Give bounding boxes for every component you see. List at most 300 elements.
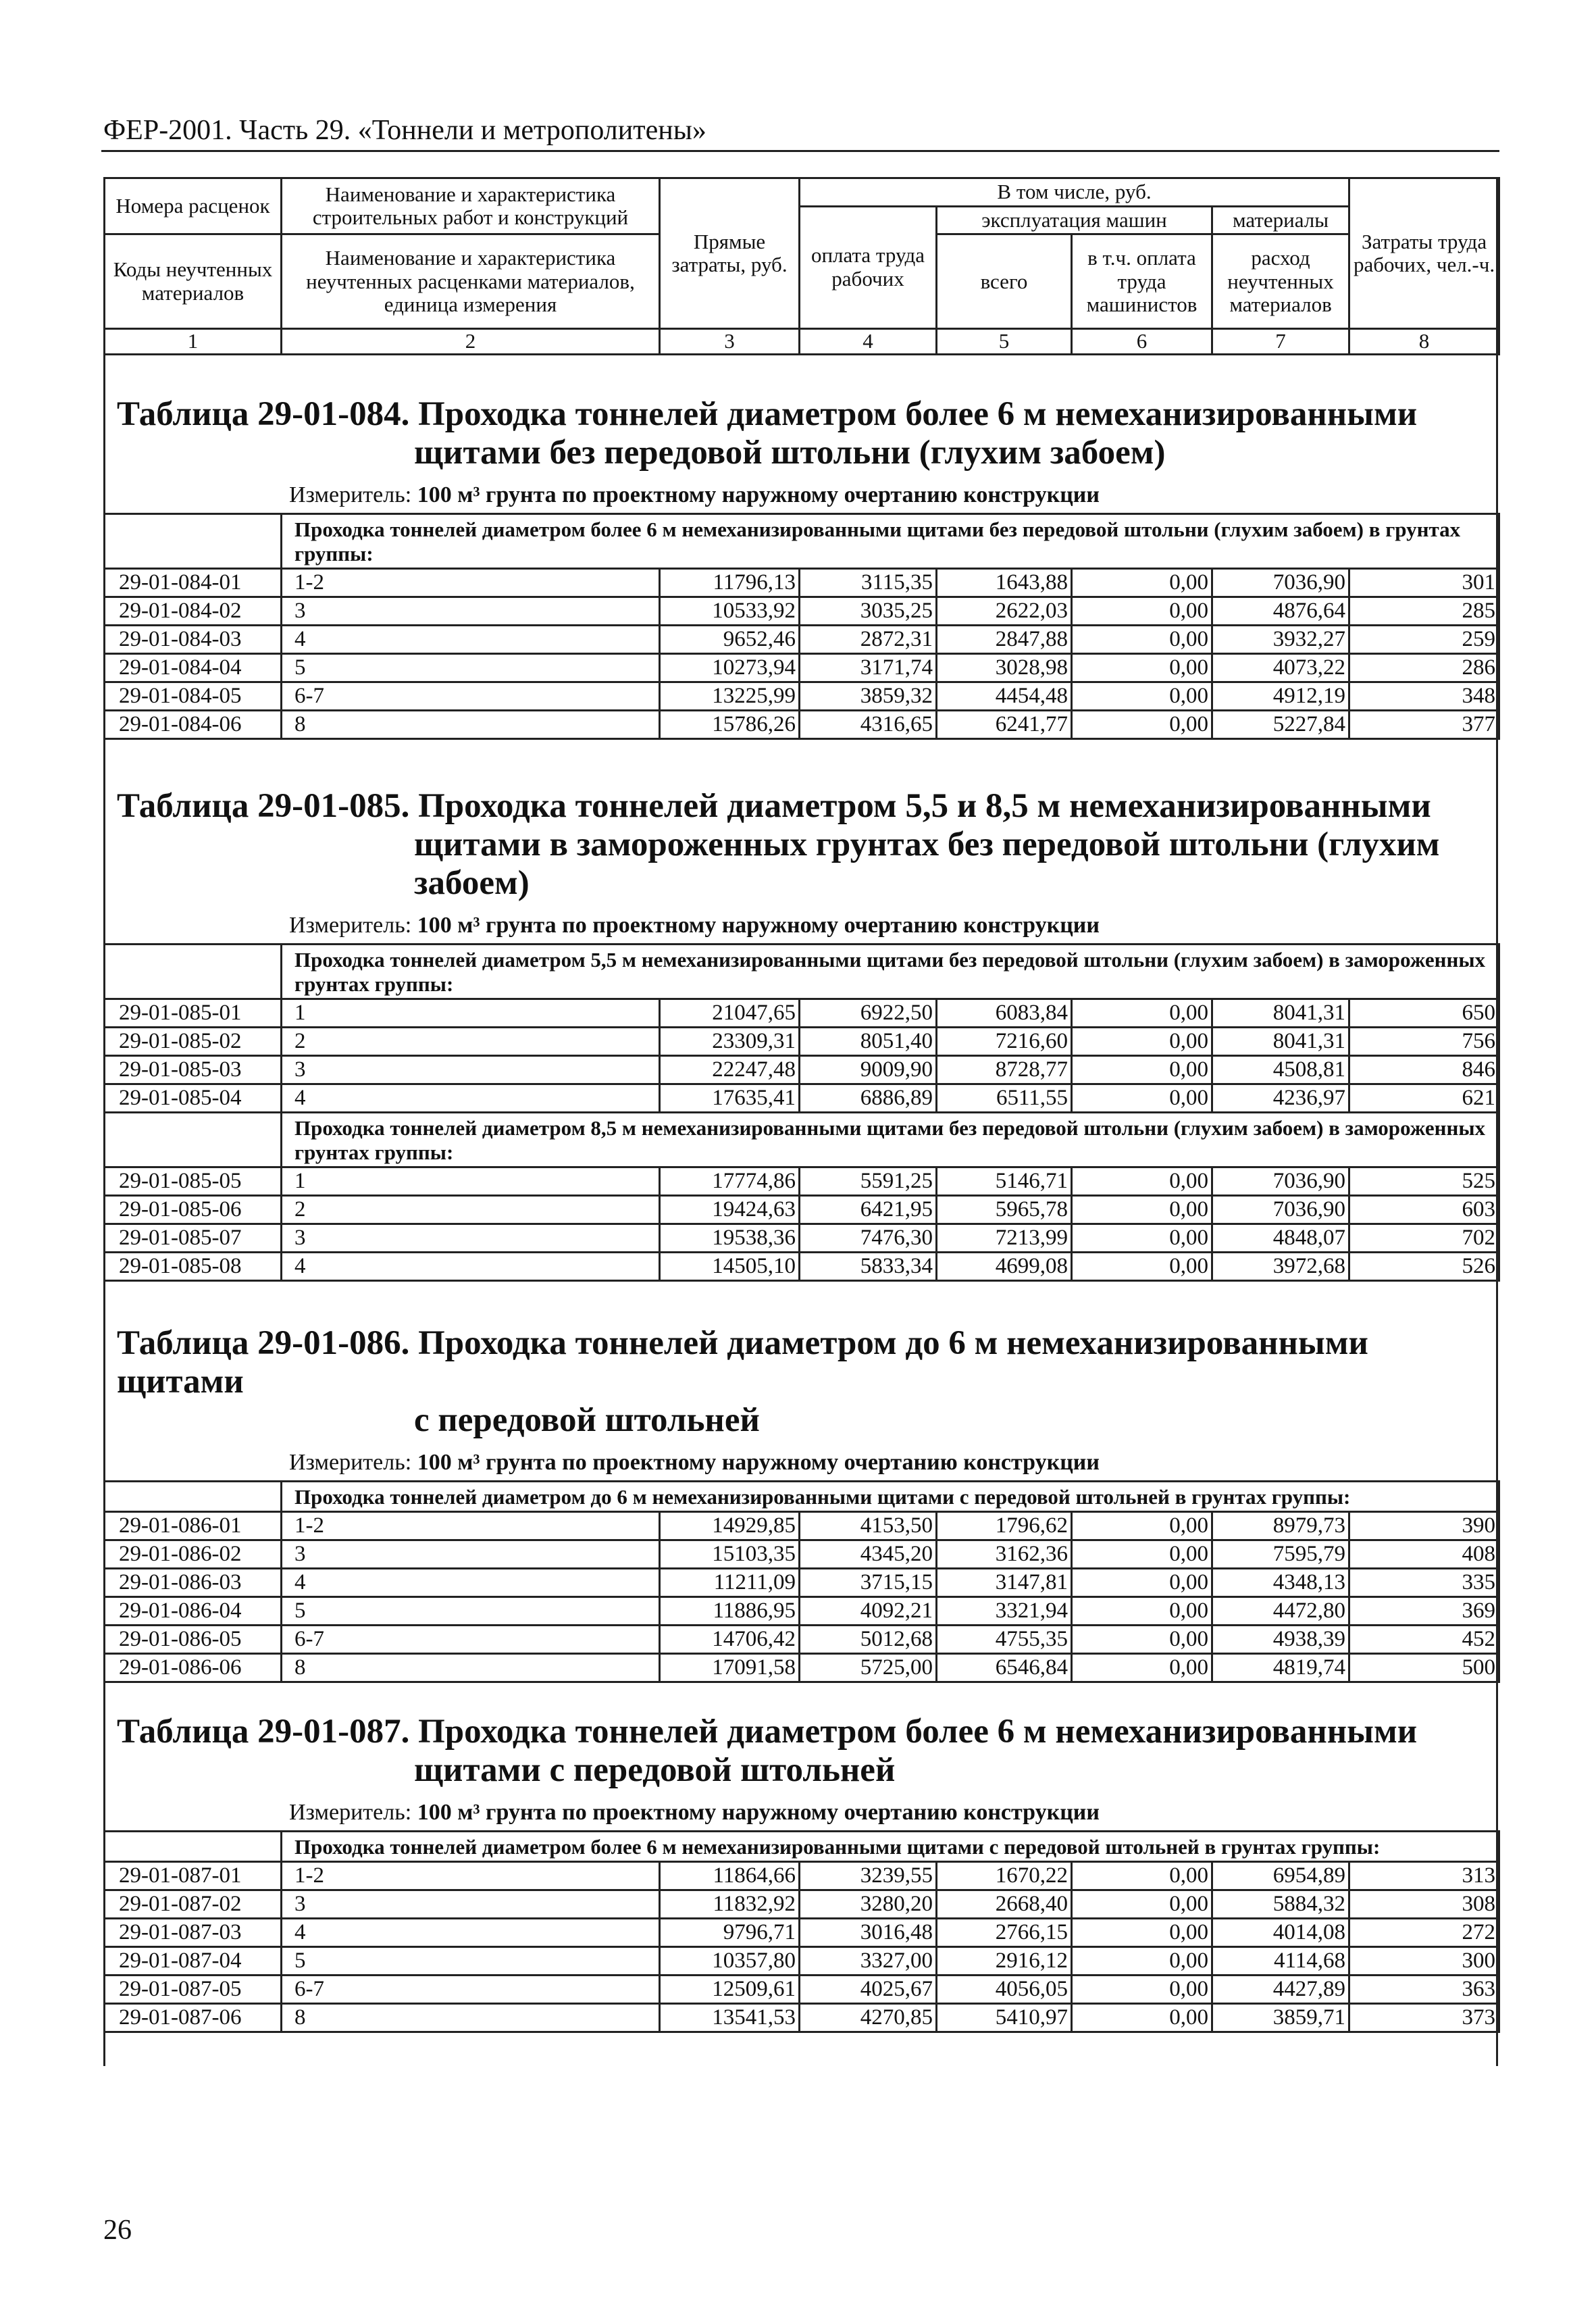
- machines-total: 4755,35: [937, 1626, 1072, 1654]
- soil-group: 1: [282, 1167, 660, 1196]
- measure-unit: [289, 1449, 1498, 1476]
- header-direct-costs: Прямые затраты, руб.: [660, 178, 800, 329]
- labor-pay: 6922,50: [800, 999, 937, 1028]
- section-header-blank: [105, 1113, 282, 1167]
- soil-group: 6-7: [282, 1976, 660, 2004]
- labor-hours: 525: [1349, 1167, 1499, 1196]
- machinists-pay: 0,00: [1072, 1512, 1212, 1540]
- direct-costs: 17091,58: [660, 1654, 800, 1682]
- machines-total: 2622,03: [937, 597, 1072, 626]
- labor-hours: 390: [1349, 1512, 1499, 1540]
- direct-costs: 9652,46: [660, 626, 800, 654]
- machines-total: 3147,81: [937, 1569, 1072, 1597]
- rate-code: 29-01-085-05: [105, 1167, 282, 1196]
- rate-code: 29-01-087-06: [105, 2004, 282, 2032]
- rate-code: 29-01-085-01: [105, 999, 282, 1028]
- rate-code: 29-01-086-05: [105, 1626, 282, 1654]
- header-labor-cost: Затраты труда рабочих, чел.-ч.: [1349, 178, 1499, 329]
- header-rule: [101, 150, 1499, 152]
- labor-hours: 348: [1349, 682, 1499, 711]
- machines-total: 2847,88: [937, 626, 1072, 654]
- labor-pay: 8051,40: [800, 1028, 937, 1056]
- header-col-number: 8: [1349, 329, 1499, 355]
- labor-hours: 301: [1349, 569, 1499, 597]
- table-title: [103, 1713, 1498, 1790]
- machines-total: 1796,62: [937, 1512, 1072, 1540]
- direct-costs: 9796,71: [660, 1919, 800, 1947]
- machines-total: 4699,08: [937, 1253, 1072, 1281]
- soil-group: 5: [282, 1597, 660, 1626]
- materials: 8041,31: [1212, 1028, 1349, 1056]
- machines-total: 4056,05: [937, 1976, 1072, 2004]
- table-title-line: [117, 787, 1431, 825]
- table-row: [105, 597, 1499, 626]
- machines-total: 1670,22: [937, 1862, 1072, 1890]
- direct-costs: 23309,31: [660, 1028, 800, 1056]
- labor-pay: 3715,15: [800, 1569, 937, 1597]
- rate-code: 29-01-085-06: [105, 1196, 282, 1224]
- table-row: [105, 2004, 1499, 2032]
- direct-costs: 14706,42: [660, 1626, 800, 1654]
- materials: 4236,97: [1212, 1084, 1349, 1113]
- section-header-row: [105, 1482, 1499, 1512]
- table-row: [105, 1196, 1499, 1224]
- machines-total: 3321,94: [937, 1597, 1072, 1626]
- table-row: [105, 654, 1499, 682]
- rate-code: 29-01-084-03: [105, 626, 282, 654]
- soil-group: 4: [282, 1919, 660, 1947]
- machines-total: 8728,77: [937, 1056, 1072, 1084]
- soil-group: 3: [282, 597, 660, 626]
- header-col-number: 6: [1072, 329, 1212, 355]
- header-machines-total: всего: [937, 234, 1072, 329]
- page-number: 26: [103, 2215, 132, 2246]
- labor-pay: 4316,65: [800, 711, 937, 739]
- section-subtitle: Проходка тоннелей диаметром 5,5 м немеханизированными щитами без передовой штольни (глухим забоем) в замороженных грунтах группы:: [282, 945, 1499, 999]
- section-header-row: [105, 514, 1499, 569]
- machines-total: 2668,40: [937, 1890, 1072, 1919]
- direct-costs: 22247,48: [660, 1056, 800, 1084]
- soil-group: 4: [282, 1084, 660, 1113]
- labor-pay: 2872,31: [800, 626, 937, 654]
- materials: 4114,68: [1212, 1947, 1349, 1976]
- labor-pay: 4092,21: [800, 1597, 937, 1626]
- table-title: [103, 787, 1498, 903]
- table-title-text: Проходка тоннелей диаметром более 6 м немеханизированными: [418, 1713, 1418, 1751]
- header-material-codes: Коды неучтенных материалов: [105, 234, 282, 329]
- direct-costs: 14505,10: [660, 1253, 800, 1281]
- direct-costs: 11886,95: [660, 1597, 800, 1626]
- materials: 7036,90: [1212, 1167, 1349, 1196]
- labor-hours: 259: [1349, 626, 1499, 654]
- labor-pay: 4270,85: [800, 2004, 937, 2032]
- rate-code: 29-01-087-01: [105, 1862, 282, 1890]
- soil-group: 8: [282, 2004, 660, 2032]
- table-29-01-085: [103, 787, 1498, 1282]
- header-machines: эксплуатация машин: [937, 206, 1212, 234]
- table-title-line: [117, 395, 1417, 433]
- measure-label: Измеритель:: [289, 913, 412, 938]
- rates-table: [103, 1480, 1500, 1683]
- table-number: Таблица 29-01-086.: [117, 1324, 410, 1362]
- labor-hours: 621: [1349, 1084, 1499, 1113]
- rate-code: 29-01-084-01: [105, 569, 282, 597]
- rates-table: [103, 943, 1500, 1282]
- labor-hours: 373: [1349, 2004, 1499, 2032]
- machinists-pay: 0,00: [1072, 1084, 1212, 1113]
- table-row: [105, 1919, 1499, 1947]
- machinists-pay: 0,00: [1072, 1167, 1212, 1196]
- table-number: Таблица 29-01-085.: [117, 787, 410, 825]
- table-29-01-087: [103, 1713, 1498, 2033]
- measure-unit: [289, 1799, 1498, 1826]
- measure-label: Измеритель:: [289, 482, 412, 507]
- soil-group: 1: [282, 999, 660, 1028]
- machinists-pay: 0,00: [1072, 1654, 1212, 1682]
- labor-pay: 4025,67: [800, 1976, 937, 2004]
- labor-hours: 300: [1349, 1947, 1499, 1976]
- materials: 4938,39: [1212, 1626, 1349, 1654]
- labor-pay: 6421,95: [800, 1196, 937, 1224]
- soil-group: 8: [282, 711, 660, 739]
- labor-pay: 3239,55: [800, 1862, 937, 1890]
- direct-costs: 12509,61: [660, 1976, 800, 2004]
- materials: 4427,89: [1212, 1976, 1349, 2004]
- table-row: [105, 1028, 1499, 1056]
- direct-costs: 19424,63: [660, 1196, 800, 1224]
- header-unaccounted-materials: расход неучтенных материалов: [1212, 234, 1349, 329]
- labor-pay: 3035,25: [800, 597, 937, 626]
- machinists-pay: 0,00: [1072, 1976, 1212, 2004]
- rate-code: 29-01-085-02: [105, 1028, 282, 1056]
- table-title: [103, 1324, 1498, 1440]
- labor-pay: 3327,00: [800, 1947, 937, 1976]
- table-row: [105, 1540, 1499, 1569]
- materials: 5884,32: [1212, 1890, 1349, 1919]
- table-row: [105, 1167, 1499, 1196]
- direct-costs: 19538,36: [660, 1224, 800, 1253]
- table-row: [105, 1056, 1499, 1084]
- machinists-pay: 0,00: [1072, 1626, 1212, 1654]
- materials: 3972,68: [1212, 1253, 1349, 1281]
- section-subtitle: Проходка тоннелей диаметром более 6 м немеханизированными щитами с передовой штольней в грунтах группы:: [282, 1832, 1499, 1862]
- labor-pay: 6886,89: [800, 1084, 937, 1113]
- table-row: [105, 1512, 1499, 1540]
- table-row: [105, 711, 1499, 739]
- direct-costs: 10533,92: [660, 597, 800, 626]
- table-title: [103, 395, 1498, 472]
- header-materials: материалы: [1212, 206, 1349, 234]
- table-29-01-084: [103, 395, 1498, 740]
- measure-value: 100 м³ грунта по проектному наружному очертанию конструкции: [417, 1800, 1100, 1825]
- table-title-text: Проходка тоннелей диаметром 5,5 и 8,5 м немеханизированными: [418, 787, 1431, 825]
- rate-code: 29-01-084-04: [105, 654, 282, 682]
- labor-hours: 702: [1349, 1224, 1499, 1253]
- table-row: [105, 1569, 1499, 1597]
- header-labor-pay: оплата труда рабочих: [800, 206, 937, 329]
- machinists-pay: 0,00: [1072, 1540, 1212, 1569]
- direct-costs: 15786,26: [660, 711, 800, 739]
- section-header-blank: [105, 945, 282, 999]
- machinists-pay: 0,00: [1072, 2004, 1212, 2032]
- soil-group: 4: [282, 626, 660, 654]
- table-row: [105, 682, 1499, 711]
- rate-code: 29-01-084-02: [105, 597, 282, 626]
- materials: 7036,90: [1212, 1196, 1349, 1224]
- direct-costs: 10273,94: [660, 654, 800, 682]
- soil-group: 6-7: [282, 1626, 660, 1654]
- table-title-line: [117, 1324, 1368, 1401]
- labor-pay: 3859,32: [800, 682, 937, 711]
- soil-group: 4: [282, 1569, 660, 1597]
- labor-hours: 408: [1349, 1540, 1499, 1569]
- labor-hours: 650: [1349, 999, 1499, 1028]
- direct-costs: 11211,09: [660, 1569, 800, 1597]
- soil-group: 3: [282, 1540, 660, 1569]
- machines-total: 5146,71: [937, 1167, 1072, 1196]
- soil-group: 3: [282, 1056, 660, 1084]
- direct-costs: 11832,92: [660, 1890, 800, 1919]
- machinists-pay: 0,00: [1072, 1569, 1212, 1597]
- rate-code: 29-01-086-03: [105, 1569, 282, 1597]
- direct-costs: 17635,41: [660, 1084, 800, 1113]
- rate-code: 29-01-085-08: [105, 1253, 282, 1281]
- soil-group: 5: [282, 1947, 660, 1976]
- direct-costs: 11796,13: [660, 569, 800, 597]
- table-row: [105, 1626, 1499, 1654]
- running-header: ФЕР-2001. Часть 29. «Тоннели и метрополитены»: [103, 115, 706, 146]
- header-col-number: 1: [105, 329, 282, 355]
- measure-label: Измеритель:: [289, 1800, 412, 1825]
- table-title-line: [117, 1713, 1417, 1751]
- machinists-pay: 0,00: [1072, 597, 1212, 626]
- section-subtitle: Проходка тоннелей диаметром до 6 м немеханизированными щитами с передовой штольней в грунтах группы:: [282, 1482, 1499, 1512]
- soil-group: 5: [282, 654, 660, 682]
- machines-total: 7213,99: [937, 1224, 1072, 1253]
- table-row: [105, 626, 1499, 654]
- table-title-line: забоем): [414, 864, 530, 902]
- materials: 3932,27: [1212, 626, 1349, 654]
- rates-table: [103, 1830, 1500, 2033]
- table-row: [105, 1224, 1499, 1253]
- direct-costs: 10357,80: [660, 1947, 800, 1976]
- machines-total: 2766,15: [937, 1919, 1072, 1947]
- machinists-pay: 0,00: [1072, 1947, 1212, 1976]
- labor-hours: 308: [1349, 1890, 1499, 1919]
- table-row: [105, 1890, 1499, 1919]
- soil-group: 6-7: [282, 682, 660, 711]
- table-row: [105, 1947, 1499, 1976]
- labor-pay: 3016,48: [800, 1919, 937, 1947]
- machinists-pay: 0,00: [1072, 999, 1212, 1028]
- materials: 4014,08: [1212, 1919, 1349, 1947]
- materials: 4876,64: [1212, 597, 1349, 626]
- rate-code: 29-01-085-07: [105, 1224, 282, 1253]
- labor-pay: 5833,34: [800, 1253, 937, 1281]
- labor-hours: 313: [1349, 1862, 1499, 1890]
- measure-value: 100 м³ грунта по проектному наружному очертанию конструкции: [417, 482, 1100, 507]
- machinists-pay: 0,00: [1072, 1196, 1212, 1224]
- machinists-pay: 0,00: [1072, 569, 1212, 597]
- section-header-blank: [105, 514, 282, 569]
- machinists-pay: 0,00: [1072, 711, 1212, 739]
- machines-total: 2916,12: [937, 1947, 1072, 1976]
- labor-hours: 603: [1349, 1196, 1499, 1224]
- machines-total: 7216,60: [937, 1028, 1072, 1056]
- section-header-blank: [105, 1482, 282, 1512]
- rate-code: 29-01-086-06: [105, 1654, 282, 1682]
- table-title-text: Проходка тоннелей диаметром более 6 м немеханизированными: [418, 395, 1418, 433]
- materials: 3859,71: [1212, 2004, 1349, 2032]
- section-subtitle: Проходка тоннелей диаметром более 6 м немеханизированными щитами без передовой штольни (глухим забоем) в грунтах группы:: [282, 514, 1499, 569]
- soil-group: 1-2: [282, 1862, 660, 1890]
- table-row: [105, 1862, 1499, 1890]
- direct-costs: 21047,65: [660, 999, 800, 1028]
- table-number: Таблица 29-01-084.: [117, 395, 410, 433]
- machinists-pay: 0,00: [1072, 1056, 1212, 1084]
- table-title-line: с передовой штольней: [414, 1401, 760, 1439]
- machinists-pay: 0,00: [1072, 1597, 1212, 1626]
- labor-hours: 377: [1349, 711, 1499, 739]
- table-number: Таблица 29-01-087.: [117, 1713, 410, 1751]
- labor-hours: 335: [1349, 1569, 1499, 1597]
- labor-pay: 4153,50: [800, 1512, 937, 1540]
- rate-code: 29-01-086-02: [105, 1540, 282, 1569]
- rate-code: 29-01-084-06: [105, 711, 282, 739]
- measure-value: 100 м³ грунта по проектному наружному очертанию конструкции: [417, 1450, 1100, 1475]
- materials: 4912,19: [1212, 682, 1349, 711]
- labor-hours: 363: [1349, 1976, 1499, 2004]
- header-rate-numbers: Номера расценок: [105, 178, 282, 234]
- machinists-pay: 0,00: [1072, 1224, 1212, 1253]
- measure-unit: [289, 912, 1498, 939]
- materials: 4348,13: [1212, 1569, 1349, 1597]
- materials: 4819,74: [1212, 1654, 1349, 1682]
- table-row: [105, 1976, 1499, 2004]
- materials: 4472,80: [1212, 1597, 1349, 1626]
- table-row: [105, 1253, 1499, 1281]
- table-row: [105, 569, 1499, 597]
- labor-hours: 846: [1349, 1056, 1499, 1084]
- materials: 8041,31: [1212, 999, 1349, 1028]
- soil-group: 1-2: [282, 1512, 660, 1540]
- header-col-number: 4: [800, 329, 937, 355]
- labor-pay: 3115,35: [800, 569, 937, 597]
- machinists-pay: 0,00: [1072, 1890, 1212, 1919]
- header-col-number: 3: [660, 329, 800, 355]
- materials: 8979,73: [1212, 1512, 1349, 1540]
- section-header-row: [105, 1832, 1499, 1862]
- labor-pay: 3171,74: [800, 654, 937, 682]
- direct-costs: 14929,85: [660, 1512, 800, 1540]
- section-header-blank: [105, 1832, 282, 1862]
- soil-group: 2: [282, 1028, 660, 1056]
- machines-total: 6511,55: [937, 1084, 1072, 1113]
- machines-total: 5410,97: [937, 2004, 1072, 2032]
- machinists-pay: 0,00: [1072, 1253, 1212, 1281]
- rate-code: 29-01-087-03: [105, 1919, 282, 1947]
- table-row: [105, 1597, 1499, 1626]
- rates-table: [103, 513, 1500, 740]
- machinists-pay: 0,00: [1072, 1919, 1212, 1947]
- labor-pay: 4345,20: [800, 1540, 937, 1569]
- labor-hours: 500: [1349, 1654, 1499, 1682]
- direct-costs: 13225,99: [660, 682, 800, 711]
- direct-costs: 15103,35: [660, 1540, 800, 1569]
- labor-pay: 9009,90: [800, 1056, 937, 1084]
- labor-pay: 3280,20: [800, 1890, 937, 1919]
- machines-total: 1643,88: [937, 569, 1072, 597]
- header-work-name: Наименование и характеристика строительных работ и конструкций: [282, 178, 660, 234]
- rate-code: 29-01-087-04: [105, 1947, 282, 1976]
- machines-total: 6083,84: [937, 999, 1072, 1028]
- table-29-01-086: [103, 1324, 1498, 1683]
- rate-code: 29-01-085-03: [105, 1056, 282, 1084]
- measure-unit: [289, 482, 1498, 509]
- header-machinists-pay: в т.ч. оплата труда машинистов: [1072, 234, 1212, 329]
- soil-group: 8: [282, 1654, 660, 1682]
- section-header-row: [105, 1113, 1499, 1167]
- header-including: В том числе, руб.: [800, 178, 1349, 207]
- table-row: [105, 1084, 1499, 1113]
- rate-code: 29-01-085-04: [105, 1084, 282, 1113]
- measure-label: Измеритель:: [289, 1450, 412, 1475]
- machinists-pay: 0,00: [1072, 1862, 1212, 1890]
- machines-total: 3162,36: [937, 1540, 1072, 1569]
- labor-hours: 452: [1349, 1626, 1499, 1654]
- labor-hours: 272: [1349, 1919, 1499, 1947]
- rate-code: 29-01-084-05: [105, 682, 282, 711]
- table-title-line: щитами без передовой штольни (глухим забоем): [414, 434, 1166, 472]
- materials: 4073,22: [1212, 654, 1349, 682]
- soil-group: 1-2: [282, 569, 660, 597]
- materials: 4848,07: [1212, 1224, 1349, 1253]
- table-row: [105, 1654, 1499, 1682]
- header-col-number: 2: [282, 329, 660, 355]
- table-title-text: Проходка тоннелей диаметром до 6 м немеханизированными щитами: [117, 1324, 1368, 1401]
- rate-code: 29-01-087-02: [105, 1890, 282, 1919]
- soil-group: 3: [282, 1224, 660, 1253]
- labor-pay: 5012,68: [800, 1626, 937, 1654]
- materials: 6954,89: [1212, 1862, 1349, 1890]
- machinists-pay: 0,00: [1072, 654, 1212, 682]
- soil-group: 2: [282, 1196, 660, 1224]
- labor-pay: 5725,00: [800, 1654, 937, 1682]
- machinists-pay: 0,00: [1072, 682, 1212, 711]
- labor-pay: 7476,30: [800, 1224, 937, 1253]
- materials: 7595,79: [1212, 1540, 1349, 1569]
- table-row: [105, 999, 1499, 1028]
- machinists-pay: 0,00: [1072, 1028, 1212, 1056]
- labor-hours: 526: [1349, 1253, 1499, 1281]
- soil-group: 4: [282, 1253, 660, 1281]
- header-col-number: 7: [1212, 329, 1349, 355]
- materials: 5227,84: [1212, 711, 1349, 739]
- machinists-pay: 0,00: [1072, 626, 1212, 654]
- labor-hours: 756: [1349, 1028, 1499, 1056]
- machines-total: 6241,77: [937, 711, 1072, 739]
- rate-code: 29-01-086-04: [105, 1597, 282, 1626]
- section-subtitle: Проходка тоннелей диаметром 8,5 м немеханизированными щитами без передовой штольни (глухим забоем) в замороженных грунтах группы:: [282, 1113, 1499, 1167]
- header-col-number: 5: [937, 329, 1072, 355]
- header-material-names: Наименование и характеристика неучтенных расценками материалов, единица измерения: [282, 234, 660, 329]
- labor-pay: 5591,25: [800, 1167, 937, 1196]
- section-header-row: [105, 945, 1499, 999]
- labor-hours: 285: [1349, 597, 1499, 626]
- table-title-line: щитами с передовой штольней: [414, 1751, 896, 1789]
- machines-total: 4454,48: [937, 682, 1072, 711]
- soil-group: 3: [282, 1890, 660, 1919]
